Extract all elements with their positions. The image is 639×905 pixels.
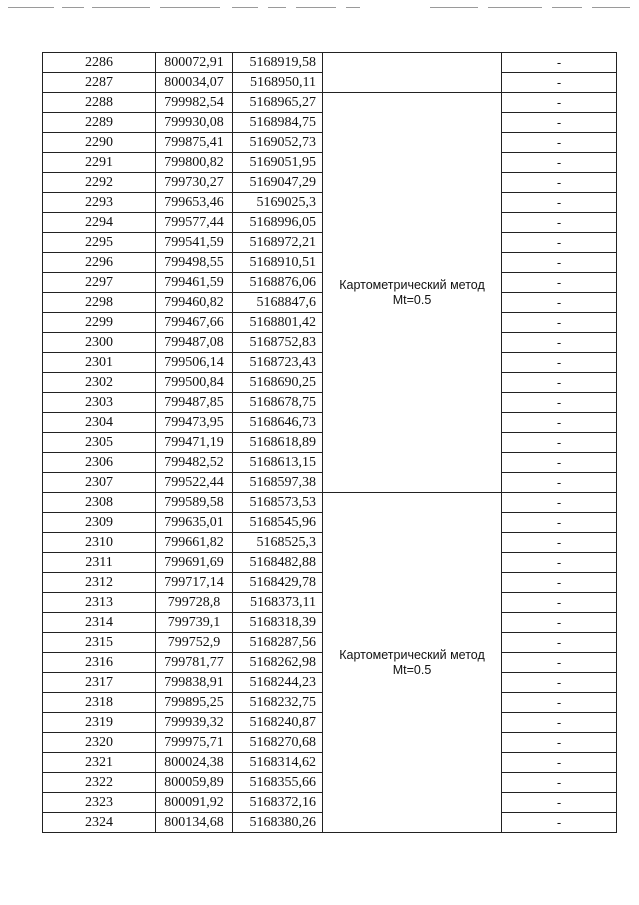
coordinate-x: 799482,52	[156, 453, 233, 473]
method-name: Картометрический метод	[339, 647, 485, 662]
point-number: 2304	[43, 413, 156, 433]
coordinate-x: 800072,91	[156, 53, 233, 73]
point-number: 2287	[43, 73, 156, 93]
point-number: 2313	[43, 593, 156, 613]
point-number: 2286	[43, 53, 156, 73]
description-dash: -	[502, 553, 617, 573]
coordinate-x: 799930,08	[156, 113, 233, 133]
description-dash: -	[502, 413, 617, 433]
description-dash: -	[502, 513, 617, 533]
coordinate-y: 5168318,39	[233, 613, 323, 633]
coordinate-y: 5168752,83	[233, 333, 323, 353]
table-row	[43, 53, 617, 73]
coordinate-x: 799541,59	[156, 233, 233, 253]
description-dash: -	[502, 433, 617, 453]
method-cell	[323, 93, 502, 493]
coordinate-y: 5168847,6	[233, 293, 323, 313]
point-number: 2291	[43, 153, 156, 173]
method-accuracy: Mt=0.5	[392, 292, 432, 307]
coordinate-x: 799739,1	[156, 613, 233, 633]
point-number: 2320	[43, 733, 156, 753]
point-number: 2318	[43, 693, 156, 713]
description-dash: -	[502, 333, 617, 353]
coordinate-x: 799800,82	[156, 153, 233, 173]
point-number: 2303	[43, 393, 156, 413]
description-dash: -	[502, 713, 617, 733]
coordinate-y: 5168597,38	[233, 473, 323, 493]
coordinate-y: 5168314,62	[233, 753, 323, 773]
table-row	[43, 493, 617, 513]
coordinate-x: 799635,01	[156, 513, 233, 533]
coordinate-y: 5168262,98	[233, 653, 323, 673]
coordinate-y: 5168240,87	[233, 713, 323, 733]
description-dash: -	[502, 213, 617, 233]
description-dash: -	[502, 253, 617, 273]
coordinate-y: 5168232,75	[233, 693, 323, 713]
coordinate-x: 799653,46	[156, 193, 233, 213]
page-top-border	[0, 7, 639, 10]
coordinate-y: 5168910,51	[233, 253, 323, 273]
coordinate-y: 5168965,27	[233, 93, 323, 113]
coordinate-x: 799487,85	[156, 393, 233, 413]
description-dash: -	[502, 473, 617, 493]
coordinate-y: 5168723,43	[233, 353, 323, 373]
point-number: 2314	[43, 613, 156, 633]
description-dash: -	[502, 313, 617, 333]
coordinate-y: 5169051,95	[233, 153, 323, 173]
description-dash: -	[502, 673, 617, 693]
coordinate-x: 799730,27	[156, 173, 233, 193]
coordinate-x: 799752,9	[156, 633, 233, 653]
coordinate-x: 799691,69	[156, 553, 233, 573]
point-number: 2301	[43, 353, 156, 373]
coordinate-y: 5168646,73	[233, 413, 323, 433]
coordinate-x: 799461,59	[156, 273, 233, 293]
description-dash: -	[502, 393, 617, 413]
coordinate-y: 5168525,3	[233, 533, 323, 553]
description-dash: -	[502, 613, 617, 633]
coordinate-y: 5168373,11	[233, 593, 323, 613]
coordinate-x: 800024,38	[156, 753, 233, 773]
description-dash: -	[502, 653, 617, 673]
coordinate-x: 799487,08	[156, 333, 233, 353]
description-dash: -	[502, 93, 617, 113]
coordinate-y: 5168613,15	[233, 453, 323, 473]
description-dash: -	[502, 493, 617, 513]
point-number: 2302	[43, 373, 156, 393]
description-dash: -	[502, 53, 617, 73]
coordinate-x: 799838,91	[156, 673, 233, 693]
point-number: 2299	[43, 313, 156, 333]
coordinate-x: 799577,44	[156, 213, 233, 233]
coordinate-y: 5168355,66	[233, 773, 323, 793]
point-number: 2296	[43, 253, 156, 273]
method-name: Картометрический метод	[339, 277, 485, 292]
point-number: 2322	[43, 773, 156, 793]
coordinate-x: 799471,19	[156, 433, 233, 453]
coordinate-y: 5169025,3	[233, 193, 323, 213]
coordinate-y: 5168270,68	[233, 733, 323, 753]
description-dash: -	[502, 573, 617, 593]
coordinate-x: 800091,92	[156, 793, 233, 813]
description-dash: -	[502, 633, 617, 653]
coordinate-y: 5168972,21	[233, 233, 323, 253]
coordinate-y: 5168678,75	[233, 393, 323, 413]
coordinate-y: 5168801,42	[233, 313, 323, 333]
coordinate-y: 5168482,88	[233, 553, 323, 573]
description-dash: -	[502, 153, 617, 173]
description-dash: -	[502, 693, 617, 713]
description-dash: -	[502, 353, 617, 373]
point-number: 2297	[43, 273, 156, 293]
description-dash: -	[502, 173, 617, 193]
point-number: 2289	[43, 113, 156, 133]
point-number: 2292	[43, 173, 156, 193]
table-row	[43, 93, 617, 113]
coordinate-y: 5168984,75	[233, 113, 323, 133]
coordinate-x: 799728,8	[156, 593, 233, 613]
coordinate-x: 799522,44	[156, 473, 233, 493]
coordinate-y: 5169047,29	[233, 173, 323, 193]
point-number: 2305	[43, 433, 156, 453]
coordinate-x: 799460,82	[156, 293, 233, 313]
point-number: 2319	[43, 713, 156, 733]
coordinate-y: 5168573,53	[233, 493, 323, 513]
coordinate-y: 5168244,23	[233, 673, 323, 693]
description-dash: -	[502, 533, 617, 553]
coordinate-y: 5168429,78	[233, 573, 323, 593]
description-dash: -	[502, 813, 617, 833]
point-number: 2315	[43, 633, 156, 653]
coordinate-y: 5168618,89	[233, 433, 323, 453]
point-number: 2310	[43, 533, 156, 553]
point-number: 2298	[43, 293, 156, 313]
coordinate-x: 799506,14	[156, 353, 233, 373]
coordinates-table-body	[43, 53, 617, 833]
point-number: 2311	[43, 553, 156, 573]
point-number: 2324	[43, 813, 156, 833]
description-dash: -	[502, 733, 617, 753]
description-dash: -	[502, 793, 617, 813]
point-number: 2317	[43, 673, 156, 693]
description-dash: -	[502, 133, 617, 153]
point-number: 2306	[43, 453, 156, 473]
description-dash: -	[502, 193, 617, 213]
coordinate-y: 5168372,16	[233, 793, 323, 813]
description-dash: -	[502, 73, 617, 93]
coordinate-y: 5168950,11	[233, 73, 323, 93]
coordinate-y: 5168545,96	[233, 513, 323, 533]
description-dash: -	[502, 113, 617, 133]
coordinate-x: 800134,68	[156, 813, 233, 833]
method-cell	[323, 53, 502, 93]
coordinate-x: 799498,55	[156, 253, 233, 273]
point-number: 2307	[43, 473, 156, 493]
coordinate-y: 5169052,73	[233, 133, 323, 153]
point-number: 2323	[43, 793, 156, 813]
point-number: 2321	[43, 753, 156, 773]
point-number: 2290	[43, 133, 156, 153]
point-number: 2300	[43, 333, 156, 353]
point-number: 2294	[43, 213, 156, 233]
description-dash: -	[502, 373, 617, 393]
coordinate-y: 5168380,26	[233, 813, 323, 833]
description-dash: -	[502, 753, 617, 773]
point-number: 2316	[43, 653, 156, 673]
coordinate-y: 5168287,56	[233, 633, 323, 653]
coordinate-y: 5168919,58	[233, 53, 323, 73]
point-number: 2308	[43, 493, 156, 513]
coordinate-x: 799939,32	[156, 713, 233, 733]
coordinate-x: 799717,14	[156, 573, 233, 593]
coordinate-x: 800034,07	[156, 73, 233, 93]
method-accuracy: Mt=0.5	[392, 662, 432, 677]
coordinate-x: 799875,41	[156, 133, 233, 153]
coordinate-x: 799781,77	[156, 653, 233, 673]
coordinate-y: 5168690,25	[233, 373, 323, 393]
coordinate-x: 799982,54	[156, 93, 233, 113]
coordinate-x: 799467,66	[156, 313, 233, 333]
description-dash: -	[502, 233, 617, 253]
coordinate-y: 5168876,06	[233, 273, 323, 293]
description-dash: -	[502, 773, 617, 793]
coordinates-table	[42, 52, 617, 833]
point-number: 2293	[43, 193, 156, 213]
description-dash: -	[502, 593, 617, 613]
point-number: 2309	[43, 513, 156, 533]
description-dash: -	[502, 293, 617, 313]
coordinate-x: 799473,95	[156, 413, 233, 433]
coordinate-x: 799895,25	[156, 693, 233, 713]
coordinate-x: 799975,71	[156, 733, 233, 753]
point-number: 2295	[43, 233, 156, 253]
coordinate-y: 5168996,05	[233, 213, 323, 233]
method-cell	[323, 493, 502, 833]
coordinate-x: 799661,82	[156, 533, 233, 553]
coordinate-x: 800059,89	[156, 773, 233, 793]
point-number: 2288	[43, 93, 156, 113]
description-dash: -	[502, 273, 617, 293]
point-number: 2312	[43, 573, 156, 593]
coordinate-x: 799589,58	[156, 493, 233, 513]
coordinate-x: 799500,84	[156, 373, 233, 393]
description-dash: -	[502, 453, 617, 473]
